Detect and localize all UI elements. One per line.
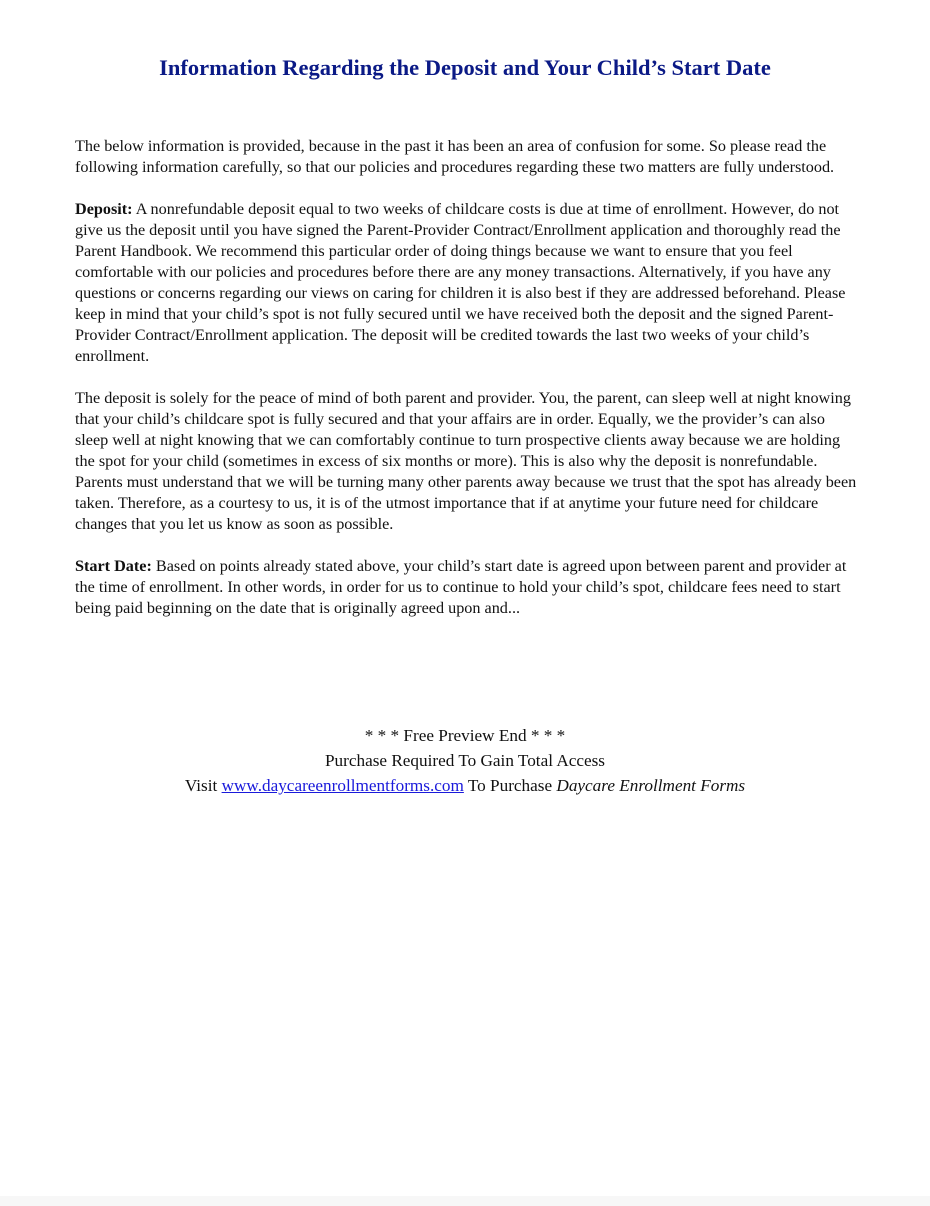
deposit-paragraph — [75, 199, 857, 367]
deposit-purpose-paragraph: The deposit is solely for the peace of mind of both parent and provider. You, the parent, can sleep well at night knowing that your child’s childcare spot is fully secured and that your affairs are in order. Equally, we the provider’s can also sleep well at night knowing that we can comfortably continue to turn prospective clients away because we are holding the spot for your child (sometimes in excess of six months or more). This is also why the deposit is nonrefundable. Parents must understand that we will be turning many other parents away because we trust that the spot has already been taken. Therefore, as a courtesy to us, it is of the utmost importance that if at anytime your future need for childcare changes that you let us know as soon as possible. — [75, 389, 857, 533]
intro-paragraph: The below information is provided, because in the past it has been an area of confusion for some. So please read the following information carefully, so that our policies and procedures regarding these two matters are fully understood. — [75, 137, 835, 176]
visit-prefix: Visit — [184, 776, 222, 795]
website-link[interactable]: www.daycareenrollmentforms.com — [221, 776, 464, 795]
to-purchase-text: To Purchase — [463, 776, 557, 795]
start-date-text: Based on points already stated above, your child’s start date is agreed upon between parent and provider at the time of enrollment. In other words, in order for us to continue to hold your child’s spot, childcare fees need to start being paid beginning on the date that is originally agreed upon and... — [75, 557, 847, 617]
deposit-heading: Deposit: — [75, 200, 133, 218]
preview-notice — [0, 723, 930, 798]
deposit-text: A nonrefundable deposit equal to two weeks of childcare costs is due at time of enrollment. However, do not give us the deposit until you have signed the Parent-Provider Contract/Enrollment application and thoroughly read the Parent Handbook. We recommend this particular order of doing things because we want to ensure that you feel comfortable with our policies and procedures before there are any money transactions. Alternatively, if you have any questions or concerns regarding our views on caring for children it is also best if they are addressed beforehand. Please keep in mind that your child’s spot is not fully secured until we have received both the deposit and the signed Parent-Provider Contract/Enrollment application. The deposit will be credited towards the last two weeks of your child’s enrollment. — [75, 200, 846, 365]
visit-line — [0, 773, 930, 798]
start-date-heading: Start Date: — [75, 557, 152, 575]
preview-end-line: * * * Free Preview End * * * — [364, 726, 566, 745]
purchase-required-line: Purchase Required To Gain Total Access — [324, 751, 605, 770]
start-date-paragraph — [75, 556, 857, 619]
product-name: Daycare Enrollment Forms — [556, 776, 746, 795]
page-title: Information Regarding the Deposit and Your Child’s Start Date — [159, 55, 771, 80]
document-body — [75, 136, 857, 640]
page-bottom-edge — [0, 1196, 930, 1206]
